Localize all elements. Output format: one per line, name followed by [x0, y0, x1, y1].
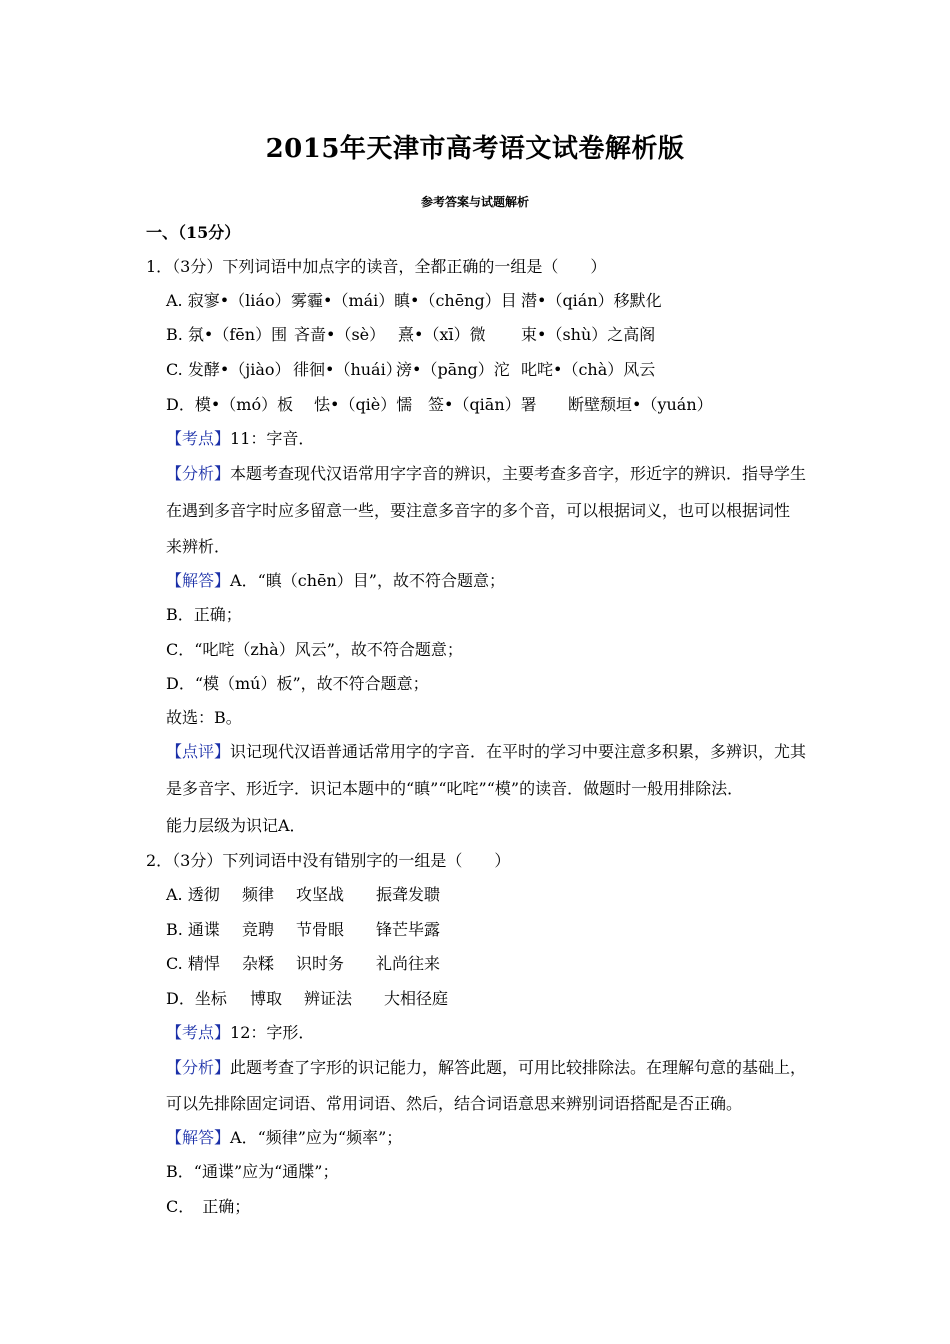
q2-fenxi-line-2: 可以先排除固定词语、常用词语、然后，结合词语意思来辨别词语搭配是否正确。 — [166, 1094, 743, 1113]
option-item: A. 透彻 — [166, 885, 220, 904]
option-item: 辨证法 — [304, 989, 353, 1008]
option-item: 振聋发聩 — [376, 885, 441, 904]
option-item: 博取 — [250, 989, 283, 1008]
option-item: 束•（shù）之高阁 — [521, 325, 656, 344]
option-item: 频律 — [242, 885, 275, 904]
option-item: 吝啬•（sè） — [294, 325, 386, 344]
option-item: 瞋•（chēng）目 — [394, 291, 517, 310]
option-item: B. 氛•（fēn）围 — [166, 325, 288, 344]
fenxi-tag: 【分析】 — [166, 1058, 231, 1077]
q2-kaodian — [166, 1023, 314, 1043]
option-item: 锋芒毕露 — [376, 920, 441, 939]
q1-jieda-line-3: C．“叱咤（zhà）风云”，故不符合题意； — [166, 640, 463, 659]
q1-kaodian — [166, 429, 314, 449]
option-item: 滂•（pāng）沱 — [396, 360, 510, 379]
page-title: 2015年天津市高考语文试卷解析版 — [265, 134, 685, 164]
option-item: 熹•（xī）微 — [398, 325, 486, 344]
q1-dianping-line-3: 能力层级为识记A． — [166, 816, 306, 835]
fenxi-tag: 【分析】 — [166, 464, 231, 483]
option-item: B. 通谍 — [166, 920, 220, 939]
option-item: 杂糅 — [242, 954, 275, 973]
q1-fenxi-line-1 — [166, 464, 806, 484]
option-item: 潜•（qián）移默化 — [521, 291, 662, 310]
page-subtitle: 参考答案与试题解析 — [420, 195, 529, 209]
dianping-tag: 【点评】 — [166, 742, 231, 761]
q1-jieda-line-1 — [166, 571, 505, 591]
fenxi-text: 此题考查了字形的识记能力，解答此题，可用比较排除法。在理解句意的基础上， — [230, 1058, 807, 1077]
jieda-text: A．“频律”应为“频率”； — [230, 1128, 403, 1147]
q2-jieda-line-3: C． 正确； — [166, 1197, 251, 1216]
q1-dianping-line-2: 是多音字、形近字．识记本题中的“瞋”“叱咤”“模”的读音．做题时一般用排除法． — [166, 779, 744, 798]
option-item: 节骨眼 — [296, 920, 345, 939]
option-item: 礼尚往来 — [376, 954, 441, 973]
option-item: 攻坚战 — [296, 885, 345, 904]
option-item: 怯•（qiè）懦 — [314, 395, 413, 414]
q1-jieda-line-4: D．“模（mú）板”，故不符合题意； — [166, 674, 429, 693]
jieda-tag: 【解答】 — [166, 571, 231, 590]
fenxi-text: 本题考查现代汉语常用字字音的辨识，主要考查多音字，形近字的辨识．指导学生 — [230, 464, 807, 483]
option-item: 识时务 — [296, 954, 345, 973]
option-item: 签•（qiān）署 — [428, 395, 537, 414]
option-item: 大相径庭 — [384, 989, 449, 1008]
q2-jieda-line-2: B．“通谍”应为“通牒”； — [166, 1162, 339, 1181]
option-item: 竞聘 — [242, 920, 275, 939]
kaodian-tag: 【考点】 — [166, 1023, 231, 1042]
option-item: D．模•（mó）板 — [166, 395, 294, 414]
q1-jieda-line-5: 故选：B。 — [166, 708, 242, 727]
q1-jieda-line-2: B．正确； — [166, 605, 242, 624]
q1-dianping-line-1 — [166, 742, 806, 762]
dianping-text: 识记现代汉语普通话常用字的字音．在平时的学习中要注意多积累，多辨识，尤其 — [230, 742, 807, 761]
q1-stem: 1．（3分）下列词语中加点字的读音，全都正确的一组是（ ） — [146, 257, 607, 276]
option-item: D．坐标 — [166, 989, 227, 1008]
option-item: 徘徊•（huái） — [293, 360, 402, 379]
jieda-tag: 【解答】 — [166, 1128, 231, 1147]
jieda-text: A．“瞋（chēn）目”，故不符合题意； — [230, 571, 505, 590]
option-item: 叱咤•（chà）风云 — [521, 360, 656, 379]
option-item: A. 寂寥•（liáo） — [166, 291, 291, 310]
kaodian-text: 12：字形． — [230, 1023, 315, 1042]
q1-fenxi-line-2: 在遇到多音字时应多留意一些，要注意多音字的多个音，可以根据词义，也可以根据词性 — [166, 501, 791, 520]
option-item: 雾霾•（mái） — [291, 291, 395, 310]
q2-stem: 2．（3分）下列词语中没有错别字的一组是（ ） — [146, 851, 511, 870]
q1-fenxi-line-3: 来辨析． — [166, 537, 231, 556]
section-heading: 一、（15分） — [146, 223, 241, 242]
kaodian-tag: 【考点】 — [166, 429, 231, 448]
q2-fenxi-line-1 — [166, 1058, 806, 1078]
option-item: C. 精悍 — [166, 954, 220, 973]
kaodian-text: 11：字音． — [230, 429, 315, 448]
option-item: C. 发酵•（jiào） — [166, 360, 291, 379]
option-item: 断壁颓垣•（yuán） — [568, 395, 713, 414]
q2-jieda-line-1 — [166, 1128, 402, 1148]
